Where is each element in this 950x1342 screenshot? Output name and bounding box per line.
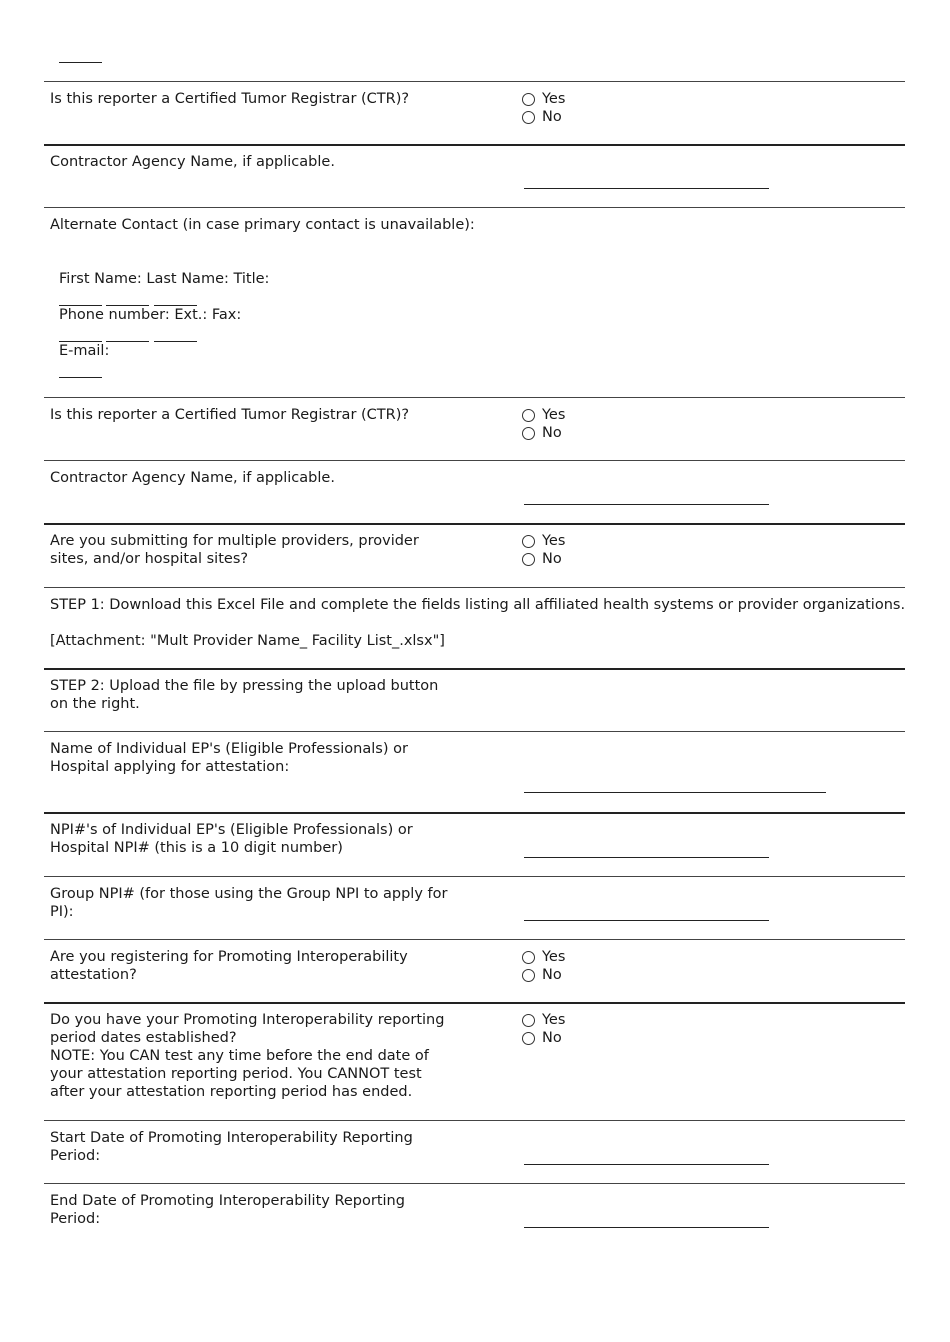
multiple-yes-label: Yes: [542, 533, 566, 549]
npi-question: NPI#'s of Individual EP's (Eligible Professionals) or Hospital NPI# (this is a 10 digit number): [50, 822, 413, 856]
pi-register-question: Are you registering for Promoting Interoperability attestation?: [50, 949, 408, 983]
email-input[interactable]: [59, 377, 102, 378]
agency-input-1[interactable]: [524, 188, 769, 189]
pi-dates-yes-radio[interactable]: [522, 1014, 535, 1027]
divider: [44, 876, 905, 877]
ctr-yes-label-1: Yes: [542, 91, 566, 107]
multiple-no-radio[interactable]: [522, 553, 535, 566]
ctr-no-label-2: No: [542, 425, 562, 441]
ctr-yes-label-2: Yes: [542, 407, 566, 423]
ctr-yes-radio-2[interactable]: [522, 409, 535, 422]
divider: [44, 81, 905, 82]
pi-register-yes-radio[interactable]: [522, 951, 535, 964]
pi-register-no-label: No: [542, 967, 562, 983]
email-blank-top[interactable]: [59, 62, 102, 63]
fax-input[interactable]: [154, 341, 197, 342]
divider: [44, 668, 905, 670]
agency-input-2[interactable]: [524, 504, 769, 505]
divider: [44, 731, 905, 732]
alternate-name-labels: First Name: Last Name: Title:: [59, 271, 270, 287]
divider: [44, 1120, 905, 1121]
pi-dates-question: Do you have your Promoting Interoperability reporting period dates established? NOTE: You CAN test any time before the end date of your attestation reporting period. You CANNOT test after your attestation reporting period has ended.: [50, 1012, 445, 1100]
divider: [44, 523, 905, 525]
npi-input[interactable]: [524, 857, 769, 858]
ctr-yes-radio-1[interactable]: [522, 93, 535, 106]
ctr-no-radio-1[interactable]: [522, 111, 535, 124]
divider: [44, 939, 905, 940]
divider: [44, 144, 905, 146]
divider: [44, 397, 905, 398]
group-npi-question: Group NPI# (for those using the Group NPI to apply for PI):: [50, 886, 448, 920]
ctr-no-label-1: No: [542, 109, 562, 125]
step1-text: STEP 1: Download this Excel File and complete the fields listing all affiliated health systems or provider organizations.: [50, 597, 906, 613]
pi-register-yes-label: Yes: [542, 949, 566, 965]
pi-dates-no-radio[interactable]: [522, 1032, 535, 1045]
ep-name-input[interactable]: [524, 792, 826, 793]
divider: [44, 587, 905, 588]
ext-input[interactable]: [106, 341, 149, 342]
divider: [44, 1183, 905, 1184]
divider: [44, 812, 905, 814]
divider: [44, 1002, 905, 1004]
alternate-contact-heading: Alternate Contact (in case primary contact is unavailable):: [50, 217, 475, 233]
multiple-no-label: No: [542, 551, 562, 567]
pi-dates-yes-label: Yes: [542, 1012, 566, 1028]
multiple-providers-question: Are you submitting for multiple providers, provider sites, and/or hospital sites?: [50, 533, 419, 567]
end-date-input[interactable]: [524, 1227, 769, 1228]
step2-text: STEP 2: Upload the file by pressing the upload button on the right.: [50, 678, 439, 712]
ctr-question-2: Is this reporter a Certified Tumor Registrar (CTR)?: [50, 407, 410, 423]
step1-attachment[interactable]: [Attachment: "Mult Provider Name_ Facility List_.xlsx"]: [50, 633, 445, 649]
alternate-phone-labels: Phone number: Ext.: Fax:: [59, 307, 242, 323]
pi-dates-no-label: No: [542, 1030, 562, 1046]
ctr-question-1: Is this reporter a Certified Tumor Registrar (CTR)?: [50, 91, 410, 107]
multiple-yes-radio[interactable]: [522, 535, 535, 548]
alternate-email-label: E-mail:: [59, 343, 110, 359]
ctr-no-radio-2[interactable]: [522, 427, 535, 440]
start-date-input[interactable]: [524, 1164, 769, 1165]
end-date-question: End Date of Promoting Interoperability Reporting Period:: [50, 1193, 405, 1227]
agency-question-1: Contractor Agency Name, if applicable.: [50, 154, 335, 170]
start-date-question: Start Date of Promoting Interoperability Reporting Period:: [50, 1130, 413, 1164]
pi-register-no-radio[interactable]: [522, 969, 535, 982]
divider: [44, 460, 905, 461]
ep-name-question: Name of Individual EP's (Eligible Professionals) or Hospital applying for attestation:: [50, 741, 408, 775]
divider: [44, 207, 905, 208]
agency-question-2: Contractor Agency Name, if applicable.: [50, 470, 335, 486]
group-npi-input[interactable]: [524, 920, 769, 921]
